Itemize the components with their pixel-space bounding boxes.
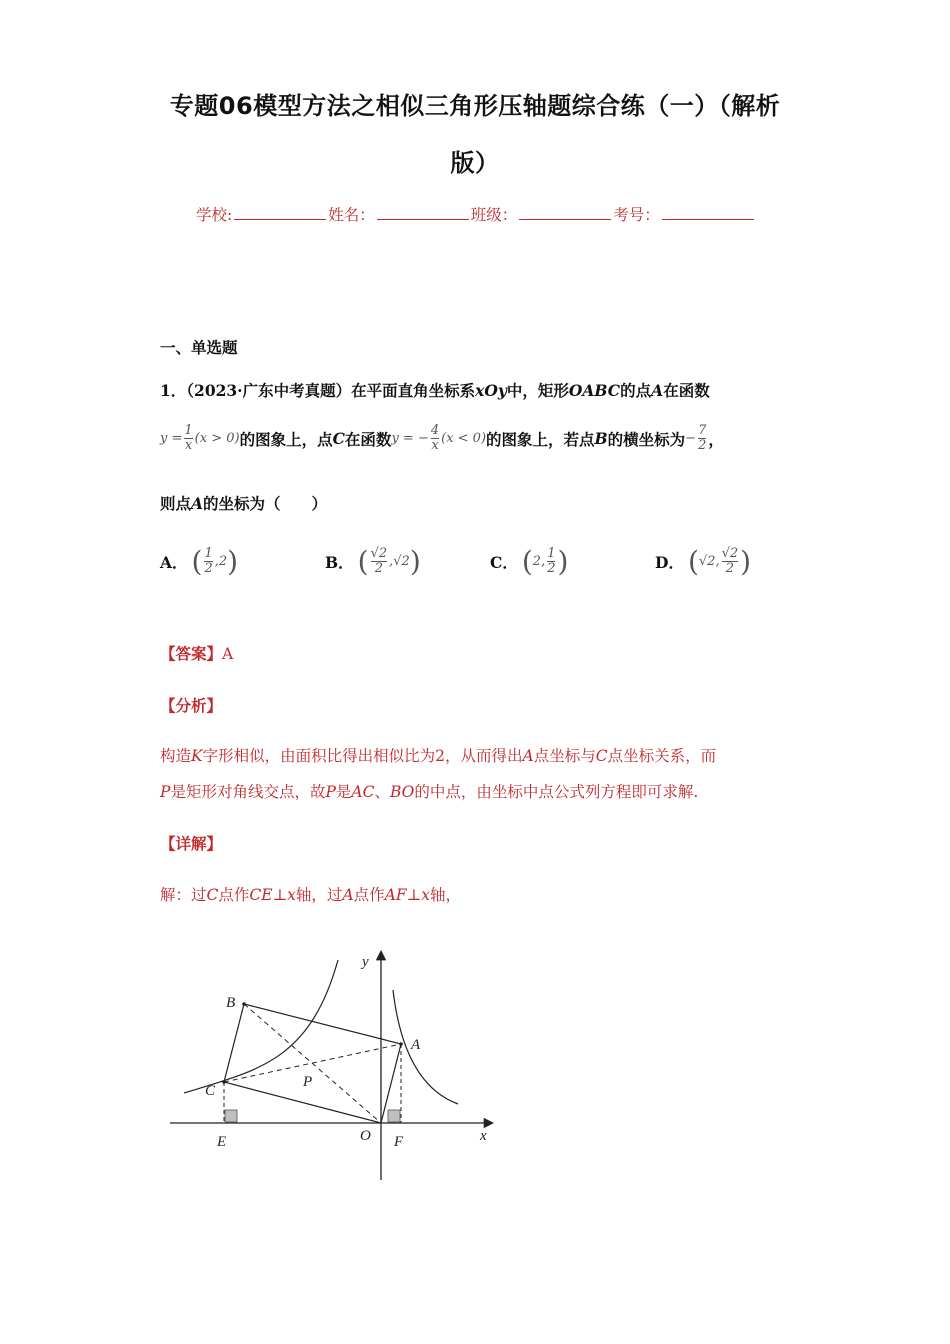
- class-label: 班级：: [470, 206, 518, 224]
- option-b[interactable]: B． ( $\frac{√2}{2}$ , √2 ): [325, 545, 421, 578]
- class-blank: [519, 207, 611, 220]
- option-a[interactable]: A． ( $\frac{1}{2}$ , 2 ): [160, 545, 239, 578]
- exam-no-blank: [662, 207, 754, 220]
- label-p: P: [303, 1074, 313, 1090]
- page-title-cont: 版）: [450, 149, 500, 177]
- exam-no-label: 考号：: [613, 206, 660, 224]
- question-line-2: y = $\frac{1}{x}$ (x > 0) 的图象上，点 C 在函数 y = − $\frac{4}{x}$ (x < 0) 的图象上，若点 B 的横坐标为 − $\frac{7}{2}$ ，: [160, 423, 724, 453]
- fraction: $\frac{7}{2}$: [698, 423, 707, 453]
- right-angle-f: [388, 1110, 400, 1122]
- analysis-line-2: P是矩形对角线交点，故P是AC、BO的中点，由坐标中点公式列方程即可求解.: [160, 783, 699, 801]
- school-blank: [234, 207, 326, 220]
- label-e: E: [217, 1134, 227, 1150]
- label-o: O: [360, 1128, 371, 1144]
- name-blank: [377, 207, 469, 220]
- option-c[interactable]: C． ( 2 , $\frac{1}{2}$ ): [490, 545, 569, 578]
- question-line-3: 则点A的坐标为（ ）: [160, 494, 328, 513]
- answer: 【答案】A: [160, 644, 234, 663]
- option-d[interactable]: D． ( √2 , $\frac{√2}{2}$ ): [655, 545, 752, 578]
- section-heading: 一、单选题: [160, 338, 238, 357]
- curve-right: [393, 990, 458, 1104]
- geometry-figure: [160, 940, 510, 1190]
- fraction: $\frac{1}{x}$: [184, 423, 193, 453]
- detail-tag: 【详解】: [160, 834, 223, 853]
- question-line-1: 1．（2023·广东中考真题）在平面直角坐标系xOy中，矩形OABC的点A在函数: [160, 381, 710, 400]
- curve-left: [184, 960, 338, 1093]
- page-title: 专题06模型方法之相似三角形压轴题综合练（一）（解析: [169, 92, 781, 120]
- info-line: [196, 203, 756, 225]
- label-y: y: [362, 954, 369, 970]
- analysis-tag: 【分析】: [160, 696, 223, 715]
- diagonal-ac: [224, 1044, 401, 1082]
- label-a: A: [411, 1037, 421, 1053]
- school-label: 学校:: [196, 206, 233, 224]
- fraction: $\frac{4}{x}$: [430, 423, 440, 453]
- label-f: F: [394, 1134, 404, 1150]
- right-angle-e: [225, 1110, 237, 1122]
- label-c: C: [205, 1083, 216, 1099]
- label-x: x: [480, 1128, 487, 1144]
- label-b: B: [226, 995, 236, 1011]
- detail-line-1: 解：过C点作CE⊥x轴，过A点作AF⊥x轴，: [160, 886, 461, 904]
- name-label: 姓名：: [328, 206, 375, 224]
- analysis-line-1: 构造K字形相似，由面积比得出相似比为2，从而得出A点坐标与C点坐标关系，而: [160, 747, 717, 765]
